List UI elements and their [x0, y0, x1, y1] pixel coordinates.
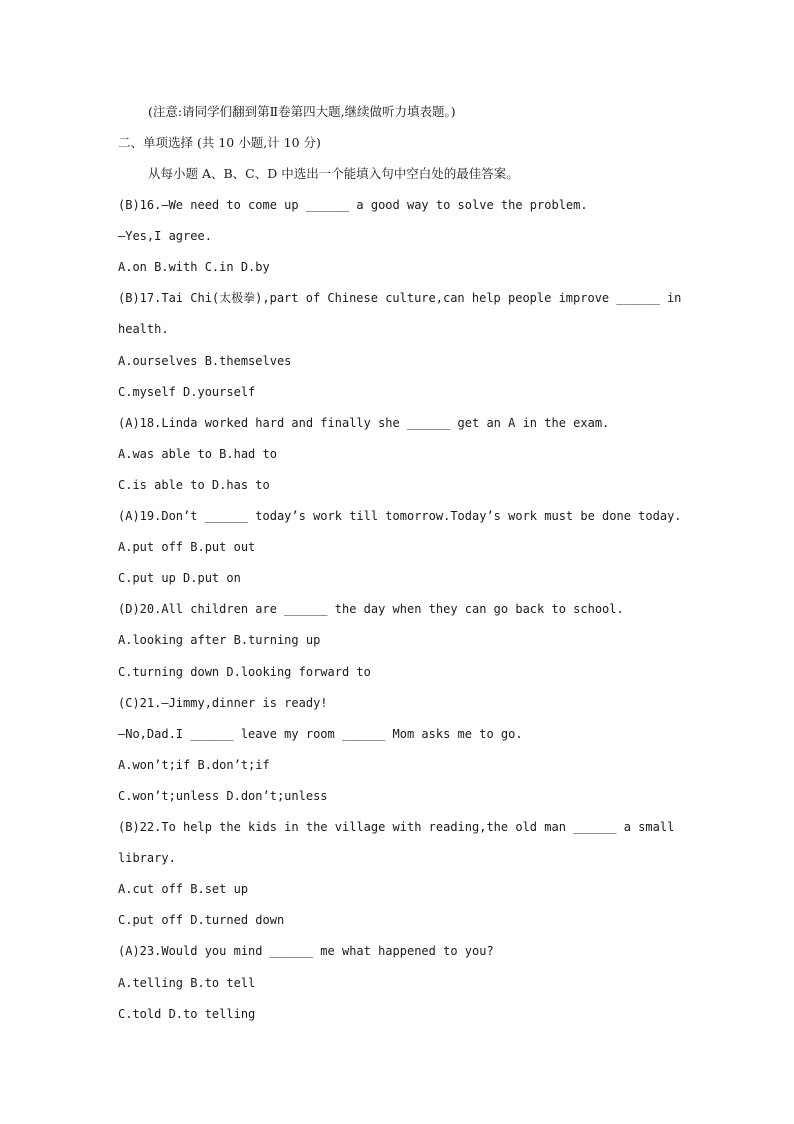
question-line: (A)23.Would you mind ______ me what happened to you? — [118, 944, 494, 958]
question-line: (A)18.Linda worked hard and finally she ______ get an A in the exam. — [118, 416, 610, 430]
question-line: (B)22.To help the kids in the village with reading,the old man ______ a small — [118, 820, 675, 834]
question-line: health. — [118, 322, 169, 336]
question-line: (A)19.Don’t ______ today’s work till tomorrow.Today’s work must be done today. — [118, 509, 682, 523]
question-line: C.turning down D.looking forward to — [118, 665, 371, 679]
notice-text: (注意:请同学们翻到第Ⅱ卷第四大题,继续做听力填表题。) — [148, 104, 456, 119]
question-line: library. — [118, 851, 176, 865]
question-line: A.cut off B.set up — [118, 882, 249, 896]
question-line: C.myself D.yourself — [118, 385, 256, 399]
question-line: (C)21.—Jimmy,dinner is ready! — [118, 696, 328, 710]
question-line: (B)16.—We need to come up ______ a good way to solve the problem. — [118, 198, 588, 212]
question-line: C.told D.to telling — [118, 1007, 256, 1021]
section-title: 二、单项选择 (共 10 小题,计 10 分) — [118, 135, 321, 150]
question-line: (B)17.Tai Chi(太极拳),part of Chinese culture,can help people improve ______ in — [118, 291, 682, 305]
question-line: A.won’t;if B.don’t;if — [118, 758, 270, 772]
question-line: —No,Dad.I ______ leave my room ______ Mom asks me to go. — [118, 727, 523, 741]
section-instruction: 从每小题 A、B、C、D 中选出一个能填入句中空白处的最佳答案。 — [148, 166, 519, 181]
question-line: (D)20.All children are ______ the day when they can go back to school. — [118, 602, 624, 616]
question-line: A.put off B.put out — [118, 540, 256, 554]
question-line: A.was able to B.had to — [118, 447, 277, 461]
question-line: C.won’t;unless D.don’t;unless — [118, 789, 328, 803]
question-line: A.ourselves B.themselves — [118, 354, 292, 368]
question-line: A.looking after B.turning up — [118, 633, 321, 647]
question-line: C.put off D.turned down — [118, 913, 285, 927]
question-line: C.put up D.put on — [118, 571, 241, 585]
question-line: A.telling B.to tell — [118, 976, 256, 990]
question-line: —Yes,I agree. — [118, 229, 212, 243]
question-line: C.is able to D.has to — [118, 478, 270, 492]
question-line: A.on B.with C.in D.by — [118, 260, 270, 274]
